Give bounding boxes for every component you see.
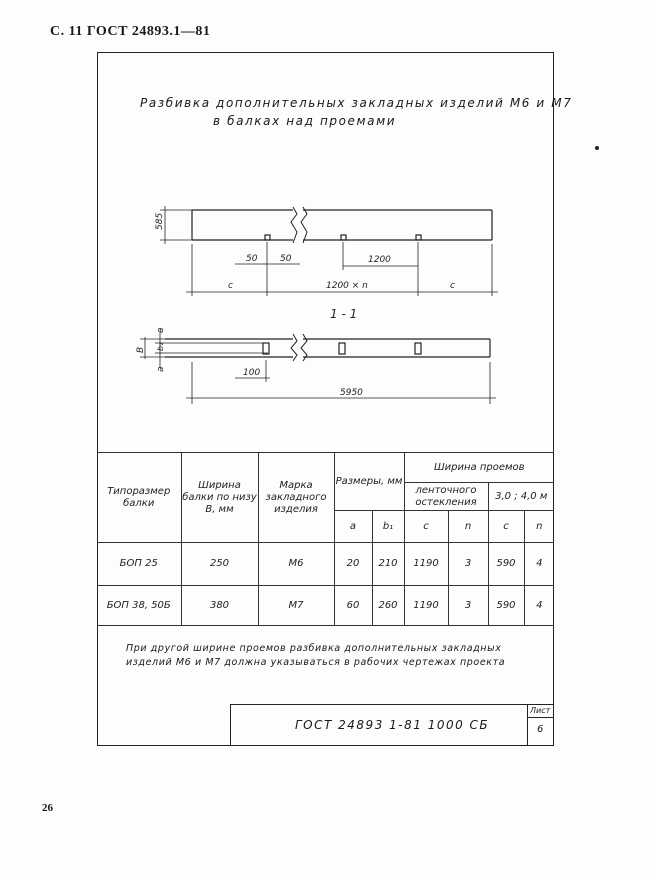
col-a-header: a — [334, 511, 372, 543]
cell-n2: 4 — [524, 543, 554, 586]
page-header: С. 11 ГОСТ 24893.1—81 — [50, 24, 211, 39]
section-label: 1 - 1 — [330, 307, 358, 321]
col-openings-header: Ширина проемов — [404, 453, 554, 483]
dim-100: 100 — [243, 368, 261, 378]
cell-c1: 1190 — [404, 543, 448, 586]
col-n2-header: n — [524, 511, 554, 543]
cell-mark: М7 — [258, 586, 334, 626]
sheet-label: Лист — [530, 706, 551, 715]
col-wide-header: 3,0 ; 4,0 м — [488, 483, 554, 511]
title-block — [230, 704, 554, 746]
sheet-divider — [528, 717, 554, 718]
dim-5950: 5950 — [340, 388, 363, 398]
drawing-title-line1: Разбивка дополнительных закладных изделий М6 и М7 — [140, 96, 573, 110]
cell-size: БОП 25 — [97, 543, 181, 586]
beam-table — [97, 452, 554, 626]
col-c2-header: c — [488, 511, 524, 543]
cell-c2: 590 — [488, 543, 524, 586]
dim-a-bottom: a — [156, 366, 166, 372]
note-line1: При другой ширине проемов разбивка дополнительных закладных — [126, 643, 502, 654]
dim-1200n: 1200 × n — [326, 281, 368, 291]
col-dims-header: Размеры, мм — [334, 453, 404, 511]
dim-c-left: c — [228, 281, 233, 291]
page-number: 26 — [42, 802, 53, 814]
section-dimensions — [140, 330, 496, 404]
dim-585: 585 — [155, 212, 165, 230]
col-b1-header: b₁ — [372, 511, 404, 543]
cell-c2: 590 — [488, 586, 524, 626]
cell-a: 60 — [334, 586, 372, 626]
col-ribbon-header: ленточного остекления — [404, 483, 488, 511]
col-mark-header: Марка закладного изделия — [258, 453, 334, 543]
sheet-number: 6 — [537, 724, 544, 735]
cell-a: 20 — [334, 543, 372, 586]
cell-b1: 260 — [372, 586, 404, 626]
dim-c-right: c — [450, 281, 455, 291]
col-width-header: Ширина балки по низу В, мм — [181, 453, 258, 543]
drawing-title-line2: в балках над проемами — [213, 114, 397, 128]
col-c1-header: c — [404, 511, 448, 543]
dim-b: B — [136, 346, 146, 353]
note-line2: изделий М6 и М7 должна указываться в рабочих чертежах проекта — [126, 657, 506, 668]
cell-n2: 4 — [524, 586, 554, 626]
cell-width: 250 — [181, 543, 258, 586]
table-row — [97, 543, 554, 586]
cell-width: 380 — [181, 586, 258, 626]
cell-size: БОП 38, 50Б — [97, 586, 181, 626]
dim-b1: b₁ — [156, 342, 165, 351]
table-row — [97, 586, 554, 626]
cell-n1: 3 — [448, 543, 488, 586]
document-code: ГОСТ 24893 1-81 1000 СБ — [295, 718, 490, 732]
dim-50-right: 50 — [280, 254, 292, 264]
cell-b1: 210 — [372, 543, 404, 586]
dim-1200: 1200 — [368, 255, 391, 265]
dim-50-left: 50 — [246, 254, 258, 264]
cell-n1: 3 — [448, 586, 488, 626]
col-n1-header: n — [448, 511, 488, 543]
cell-mark: М6 — [258, 543, 334, 586]
cell-c1: 1190 — [404, 586, 448, 626]
beam-elevation — [192, 207, 492, 243]
beam-section-plan — [165, 334, 490, 361]
dim-a-top: a — [156, 327, 166, 333]
col-size-header: Типоразмер балки — [97, 453, 181, 543]
sheet-box — [527, 705, 554, 746]
